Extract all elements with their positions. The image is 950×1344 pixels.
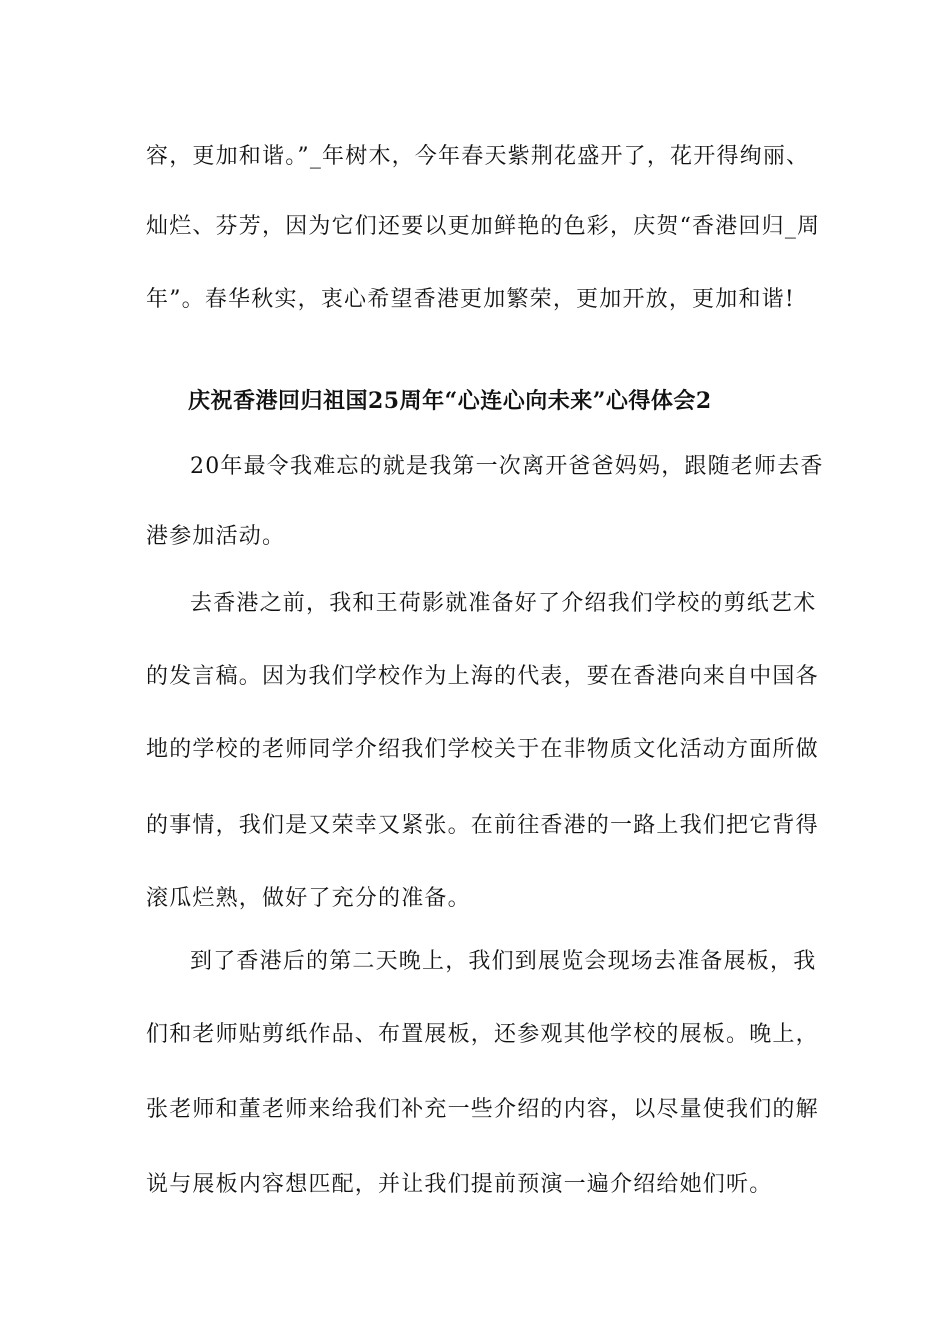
paragraph-2-line-3: 地的学校的老师同学介绍我们学校关于在非物质文化活动方面所做 [146,737,819,762]
intro-line-3: 年”。春华秋实，衷心希望香港更加繁荣，更加开放，更加和谐! [146,287,795,312]
paragraph-3-line-2: 们和老师贴剪纸作品、布置展板，还参观其他学校的展板。晚上， [146,1022,819,1047]
paragraph-2-line-4: 的事情，我们是又荣幸又紧张。在前往香港的一路上我们把它背得 [146,813,819,838]
paragraph-2-line-5: 滚瓜烂熟，做好了充分的准备。 [146,886,471,911]
paragraph-1-line-2: 港参加活动。 [146,524,286,549]
paragraph-1-line-1: 20年最令我难忘的就是我第一次离开爸爸妈妈，跟随老师去香 [190,454,824,479]
paragraph-3-line-1: 到了香港后的第二天晚上，我们到展览会现场去准备展板，我 [190,949,817,974]
intro-line-1: 容，更加和谐。”_年树木，今年春天紫荆花盛开了，花开得绚丽、 [146,144,810,169]
intro-line-2: 灿烂、芬芳，因为它们还要以更加鲜艳的色彩，庆贺“香港回归_周 [146,214,821,239]
paragraph-3-line-3: 张老师和董老师来给我们补充一些介绍的内容，以尽量使我们的解 [146,1097,819,1122]
paragraph-3-line-4: 说与展板内容想匹配，并让我们提前预演一遍介绍给她们听。 [146,1172,773,1197]
paragraph-2-line-1: 去香港之前，我和王荷影就准备好了介绍我们学校的剪纸艺术 [190,591,817,616]
paragraph-2-line-2: 的发言稿。因为我们学校作为上海的代表，要在香港向来自中国各 [146,664,819,689]
section-title: 庆祝香港回归祖国25周年“心连心向未来”心得体会2 [188,388,712,414]
